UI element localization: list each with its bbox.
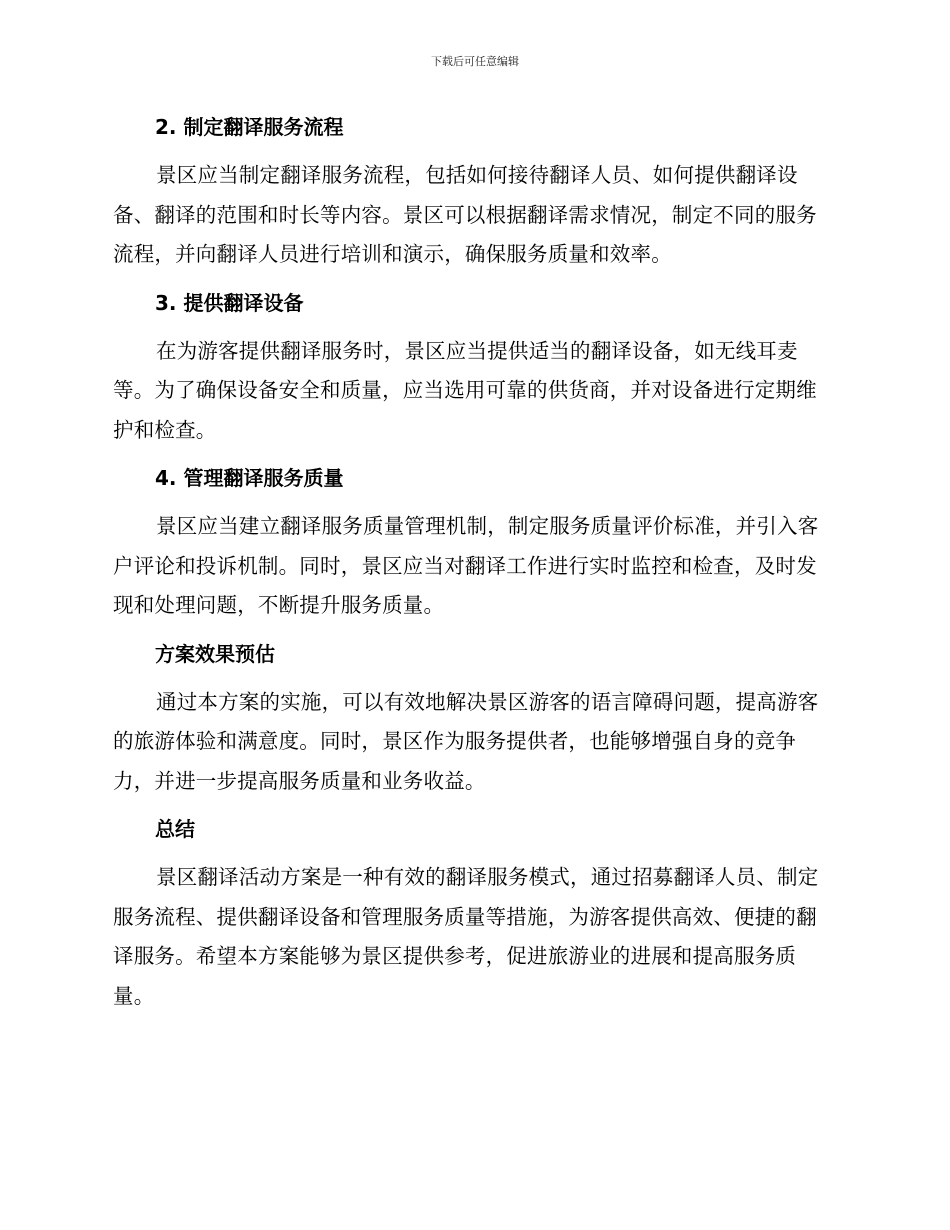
document-body	[113, 109, 831, 1026]
section-paragraph-equipment: 在为游客提供翻译服务时，景区应当提供适当的翻译设备，如无线耳麦等。为了确保设备安全和质量，应当选用可靠的供货商，并对设备进行定期维护和检查。	[113, 338, 817, 442]
section-heading-effect-estimate: 方案效果预估	[155, 641, 275, 666]
section-paragraph-service-process: 景区应当制定翻译服务流程，包括如何接待翻译人员、如何提供翻译设备、翻译的范围和时长等内容。景区可以根据翻译需求情况，制定不同的服务流程，并向翻译人员进行培训和演示，确保服务质量和效率。	[113, 163, 817, 266]
section-paragraph-effect-estimate: 通过本方案的实施，可以有效地解决景区游客的语言障碍问题，提高游客的旅游体验和满意度。同时，景区作为服务提供者，也能够增强自身的竞争力，并进一步提高服务质量和业务收益。	[113, 689, 819, 793]
page-header: 下载后可任意编辑	[431, 55, 519, 68]
section-paragraph-quality: 景区应当建立翻译服务质量管理机制，制定服务质量评价标准，并引入客户评论和投诉机制。同时，景区应当对翻译工作进行实时监控和检查，及时发现和处理问题，不断提升服务质量。	[113, 514, 819, 617]
section-paragraph-summary: 景区翻译活动方案是一种有效的翻译服务模式，通过招募翻译人员、制定服务流程、提供翻译设备和管理服务质量等措施，为游客提供高效、便捷的翻译服务。希望本方案能够为景区提供参考，促进旅游业的进展和提高服务质量。	[113, 865, 819, 1008]
section-heading-equipment: 3. 提供翻译设备	[155, 290, 304, 315]
section-heading-service-process: 2. 制定翻译服务流程	[155, 115, 344, 139]
section-heading-quality: 4. 管理翻译服务质量	[155, 466, 344, 490]
section-heading-summary: 总结	[155, 817, 195, 841]
